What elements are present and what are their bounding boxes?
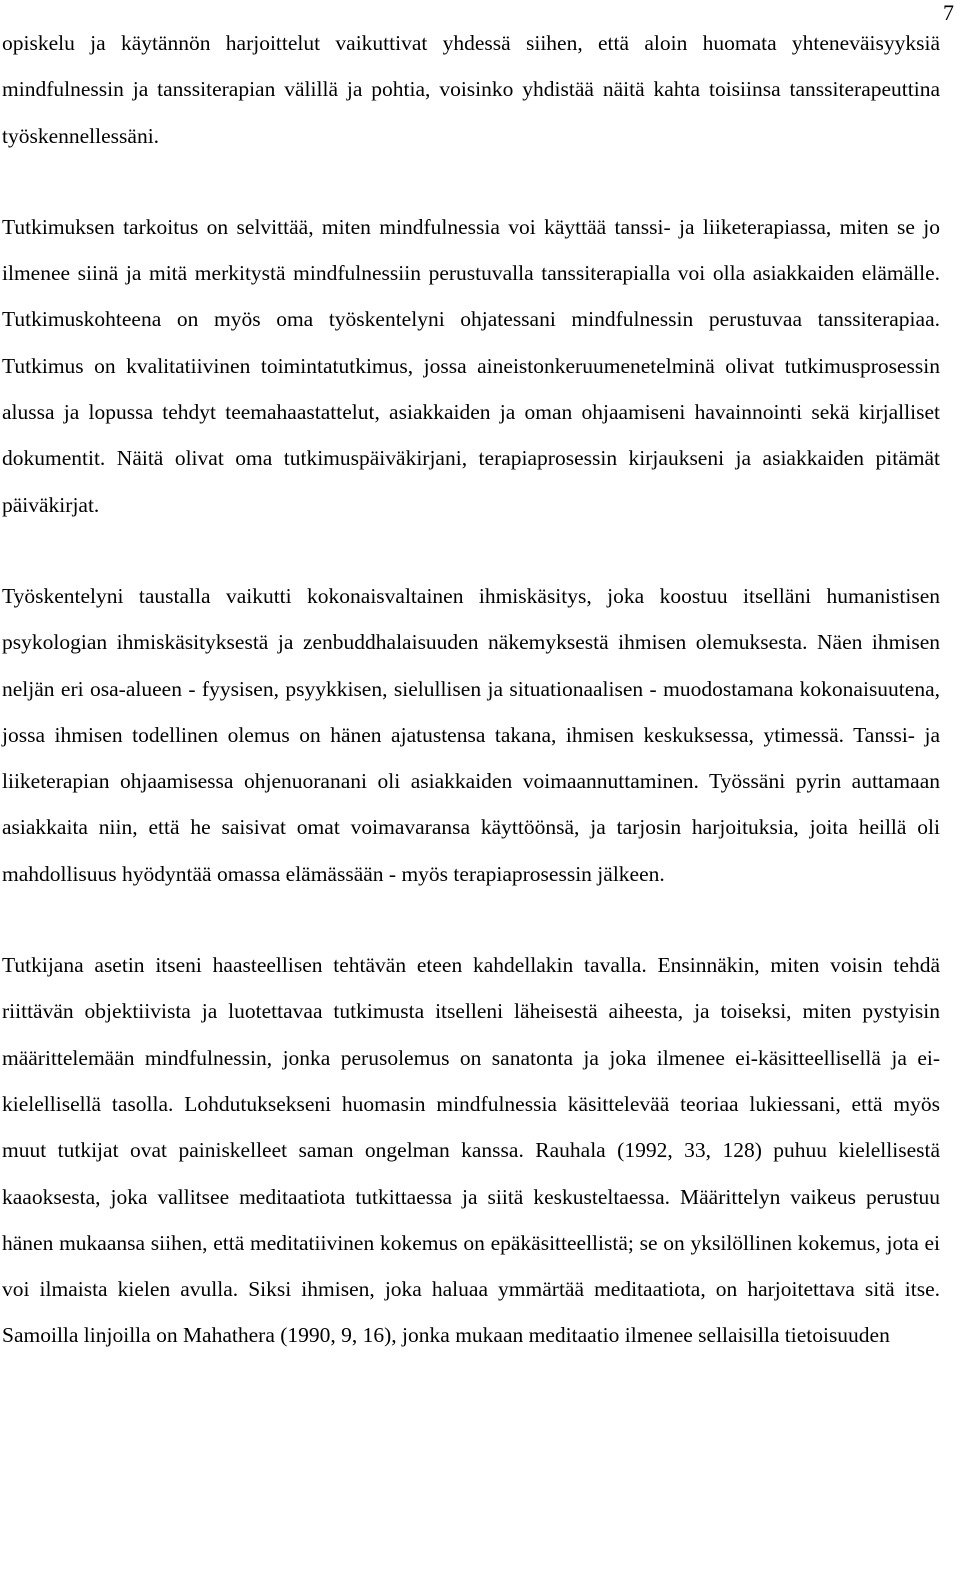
paragraph-researcher-challenge: Tutkijana asetin itseni haasteellisen tehtävän eteen kahdellakin tavalla. Ensinnäkin, miten voisin tehdä riittävän objektiivista ja luotettavaa tutkimusta itselleni läheisestä aiheesta, ja toiseksi, miten pystyisin määrittelemään mindfulnessin, jonka perusolemus on sanatonta ja joka ilmenee ei-käsitteellisellä ja ei-kielellisellä tasolla. Lohdutuksekseni huomasin mindfulnessia käsittelevää teoriaa lukiessani, että myös muut tutkijat ovat painiskelleet saman ongelman kanssa. Rauhala (1992, 33, 128) puhuu kielellisestä kaaoksesta, joka vallitsee meditaatiota tutkittaessa ja siitä keskusteltaessa. Määrittelyn vaikeus perustuu hänen mukaansa siihen, että meditatiivinen kokemus on epäkäsitteellistä; se on yksilöllinen kokemus, jota ei voi ilmaista kielen avulla. Siksi ihmisen, joka haluaa ymmärtää meditaatiota, on harjoitettava sitä itse. Samoilla linjoilla on Mahathera (1990, 9, 16), jonka mukaan meditaatio ilmenee sellaisilla tietoisuuden xyxy=(2,953,940,1348)
body-text xyxy=(2,20,940,1359)
paragraph-research-purpose: Tutkimuksen tarkoitus on selvittää, miten mindfulnessia voi käyttää tanssi- ja liiketerapiassa, miten se jo ilmenee siinä ja mitä merkitystä mindfulnessiin perustuvalla tanssiterapialla voi olla asiakkaiden elämälle. Tutkimuskohteena on myös oma työskentelyni ohjatessani mindfulnessin perustuvaa tanssiterapiaa. Tutkimus on kvalitatiivinen toimintatutkimus, jossa aineistonkeruumenetelminä olivat tutkimusprosessin alussa ja lopussa tehdyt teemahaastattelut, asiakkaiden ja oman ohjaamiseni havainnointi sekä kirjalliset dokumentit. Näitä olivat oma tutkimuspäiväkirjani, terapiaprosessin kirjaukseni ja asiakkaiden pitämät päiväkirjat. xyxy=(2,214,940,517)
paragraph-spacer xyxy=(2,897,940,942)
paragraph-spacer xyxy=(2,528,940,573)
paragraph-intro-continuation: opiskelu ja käytännön harjoittelut vaikuttivat yhdessä siihen, että aloin huomata yhteneväisyyksiä mindfulnessin ja tanssiterapian välillä ja pohtia, voisinko yhdistää näitä kahta toisiinsa tanssiterapeuttina työskennellessäni. xyxy=(2,31,940,148)
page-number: 7 xyxy=(943,0,954,25)
paragraph-spacer xyxy=(2,159,940,204)
paragraph-human-concept: Työskentelyni taustalla vaikutti kokonaisvaltainen ihmiskäsitys, joka koostuu itselläni humanistisen psykologian ihmiskäsityksestä ja zenbuddhalaisuuden näkemyksestä ihmisen olemuksesta. Näen ihmisen neljän eri osa-alueen - fyysisen, psyykkisen, sielullisen ja situationaalisen - muodostamana kokonaisuutena, jossa ihmisen todellinen olemus on hänen ajatustensa takana, ihmisen keskuksessa, ytimessä. Tanssi- ja liiketerapian ohjaamisessa ohjenuoranani oli asiakkaiden voimaannuttaminen. Työssäni pyrin auttamaan asiakkaita niin, että he saisivat omat voimavaransa käyttöönsä, ja tarjosin harjoituksia, joita heillä oli mahdollisuus hyödyntää omassa elämässään - myös terapiaprosessin jälkeen. xyxy=(2,583,940,886)
